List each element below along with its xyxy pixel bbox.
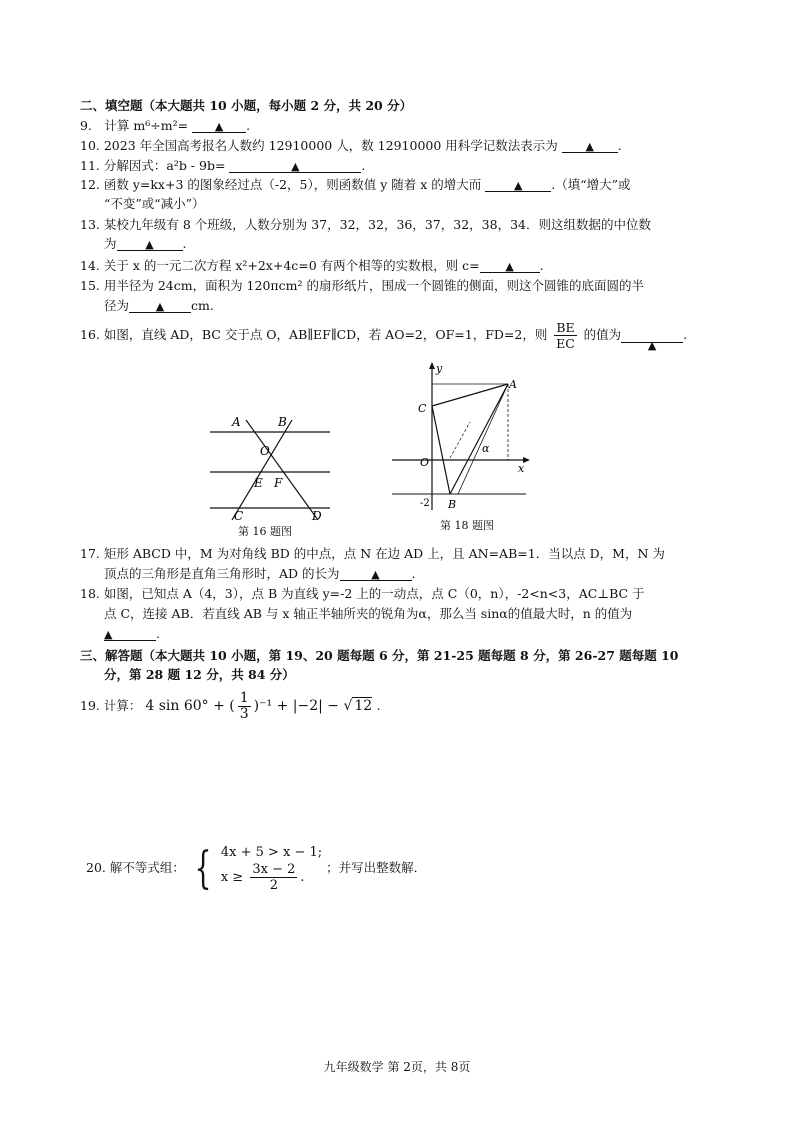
question-9: 9. 计算 m⁶÷m²= ▲ . xyxy=(80,118,251,133)
question-14: 14. 关于 x 的一元二次方程 x²+2x+4c=0 有两个相等的实数根，则 c= ▲ . xyxy=(80,258,544,273)
answer-blank-17[interactable] xyxy=(340,566,412,581)
label-f: F xyxy=(274,476,283,490)
segment-aux xyxy=(458,384,508,494)
question-10: 10. 2023 年全国高考报名人数约 12910000 人，数 12910000 用科学记数法表示为 ▲ . xyxy=(80,138,622,153)
fraction-3x-2-over-2: $\frac{3x - 2}{2}$ xyxy=(252,862,296,893)
section-3-heading-line-2: 分，第 28 题 12 分，共 84 分） xyxy=(104,667,295,682)
question-18-line-1: 18. 如图，已知点 A（4，3），点 B 为直线 y=-2 上的一动点，点 C（0，n），-2<n<3，AC⊥BC 于 xyxy=(80,586,645,601)
triangle-icon: ▲ xyxy=(647,339,657,352)
radicand-12: 12 xyxy=(354,698,373,714)
question-18-line-2: 点 C，连接 AB．若直线 AB 与 x 轴正半轴所夹的锐角为α，那么当 sinα的值最大时，n 的值为 xyxy=(104,606,633,621)
segment-ab xyxy=(450,384,508,494)
label-b: B xyxy=(448,498,457,511)
segment-ca xyxy=(432,384,508,406)
figure-16-caption: 第 16 题图 xyxy=(238,525,292,538)
inequality-1: 4x + 5 > x − 1; xyxy=(220,845,323,860)
triangle-icon: ▲ xyxy=(291,160,300,173)
triangle-icon: ▲ xyxy=(514,179,523,192)
question-11: 11. 分解因式：a²b - 9b= ▲ . xyxy=(80,158,366,173)
question-13-line-1: 13. 某校九年级有 8 个班级，人数分别为 37，32，32，36，37，32，38，34．则这组数据的中位数 xyxy=(80,217,651,232)
fraction-be-ec: $\frac{BE}{EC}$ xyxy=(556,320,575,351)
question-20 xyxy=(86,838,426,898)
question-12-line-2: “不变”或“减小”） xyxy=(104,196,205,211)
label-y: y xyxy=(436,362,443,375)
label-neg2: -2 xyxy=(420,498,430,509)
inequality-2: x ≥ $\frac{3x - 2}{2}$ . xyxy=(220,862,305,893)
expression-19: 4 sin 60° + ( $\frac{1}{3}$ )⁻¹ + |−2| − √ 12 xyxy=(145,689,373,722)
label-a: A xyxy=(232,415,241,429)
triangle-icon: ▲ xyxy=(155,300,165,313)
label-o: O xyxy=(420,456,430,469)
question-20-label: 20. 解不等式组： xyxy=(86,860,185,875)
question-19-label: 19. 计算： xyxy=(80,698,142,713)
answer-blank-18[interactable] xyxy=(104,626,156,641)
y-axis-arrow-icon xyxy=(429,362,435,369)
answer-blank-12[interactable] xyxy=(485,177,551,192)
answer-blank-15[interactable] xyxy=(129,298,191,313)
question-11-text: 11. 分解因式：a²b - 9b= xyxy=(80,158,226,173)
section-2-heading: 二、填空题（本大题共 10 小题，每小题 2 分，共 20 分） xyxy=(80,98,413,113)
page-footer: 九年级数学 第 2页，共 8页 xyxy=(323,1060,471,1074)
line-bc xyxy=(232,420,292,520)
label-d: D xyxy=(312,509,322,523)
label-b: B xyxy=(278,415,287,429)
triangle-icon: ▲ xyxy=(585,140,594,153)
question-9-text: 9. 计算 m⁶÷m²= xyxy=(80,118,189,133)
figure-16 xyxy=(206,410,340,524)
question-12-line-1: 12. 函数 y=kx+3 的图象经过点（-2，5），则函数值 y 随着 x 的增大而 ▲ .（填“增大”或 xyxy=(80,177,631,192)
figure-18-caption: 第 18 题图 xyxy=(440,519,494,532)
fraction-one-third: $\frac{1}{3}$ xyxy=(239,689,249,722)
dashed-guide xyxy=(450,422,470,458)
question-10-text: 10. 2023 年全国高考报名人数约 12910000 人，数 12910000 用科学记数法表示为 xyxy=(80,138,558,153)
left-brace-icon: { xyxy=(194,842,212,894)
figure-18 xyxy=(388,360,536,516)
question-16: 16. 如图，直线 AD，BC 交于点 O，AB∥EF∥CD，若 AO=2，OF=1，FD=2，则 $\frac{BE}{EC}$ 的值为▲. xyxy=(80,320,688,352)
triangle-icon: ▲ xyxy=(505,260,514,273)
question-13-line-2: 为 ▲ . xyxy=(104,236,187,251)
question-15-line-2: 径为 ▲ cm. xyxy=(104,298,214,313)
answer-blank-11[interactable] xyxy=(229,158,361,173)
triangle-icon: ▲ xyxy=(371,568,380,581)
question-17-line-2: 顶点的三角形是直角三角形时，AD 的长为 ▲ . xyxy=(104,566,416,581)
answer-blank-10[interactable] xyxy=(562,138,618,153)
line-ad xyxy=(246,420,318,520)
answer-blank-16[interactable] xyxy=(621,328,683,352)
question-19: 19. 计算： 4 sin 60° + ( $\frac{1}{3}$ )⁻¹ + |−2| − √ 12 . xyxy=(80,689,381,722)
label-x: x xyxy=(518,462,525,475)
label-alpha: α xyxy=(482,442,490,455)
answer-blank-14[interactable] xyxy=(480,258,540,273)
label-e: E xyxy=(254,476,263,490)
question-14-text: 14. 关于 x 的一元二次方程 x²+2x+4c=0 有两个相等的实数根，则 c= xyxy=(80,258,480,273)
question-16-text: 16. 如图，直线 AD，BC 交于点 O，AB∥EF∥CD，若 AO=2，OF=1，FD=2，则 xyxy=(80,327,548,342)
section-3-heading-line-1: 三、解答题（本大题共 10 小题，第 19、20 题每题 6 分，第 21-25 题每题 8 分，第 26-27 题每题 10 xyxy=(80,648,679,663)
triangle-icon: ▲ xyxy=(214,120,224,133)
inequality-system xyxy=(221,844,322,893)
label-c: C xyxy=(418,402,427,415)
label-a: A xyxy=(509,378,517,391)
answer-blank-9[interactable] xyxy=(192,118,246,133)
label-o: O xyxy=(260,444,270,458)
question-15-line-1: 15. 用半径为 24cm，面积为 120πcm² 的扇形纸片，围成一个圆锥的侧面，则这个圆锥的底面圆的半 xyxy=(80,278,644,293)
answer-blank-13[interactable] xyxy=(117,236,183,251)
question-17-line-1: 17. 矩形 ABCD 中，M 为对角线 BD 的中点，点 N 在边 AD 上，且 AN=AB=1．当以点 D，M，N 为 xyxy=(80,546,665,561)
question-20-instruction: ；并写出整数解． xyxy=(326,860,427,875)
triangle-icon: ▲ xyxy=(104,628,113,641)
question-18-line-3: ▲ . xyxy=(104,626,160,641)
segment-cb xyxy=(432,406,450,494)
triangle-icon: ▲ xyxy=(145,238,154,251)
label-c: C xyxy=(234,509,244,523)
